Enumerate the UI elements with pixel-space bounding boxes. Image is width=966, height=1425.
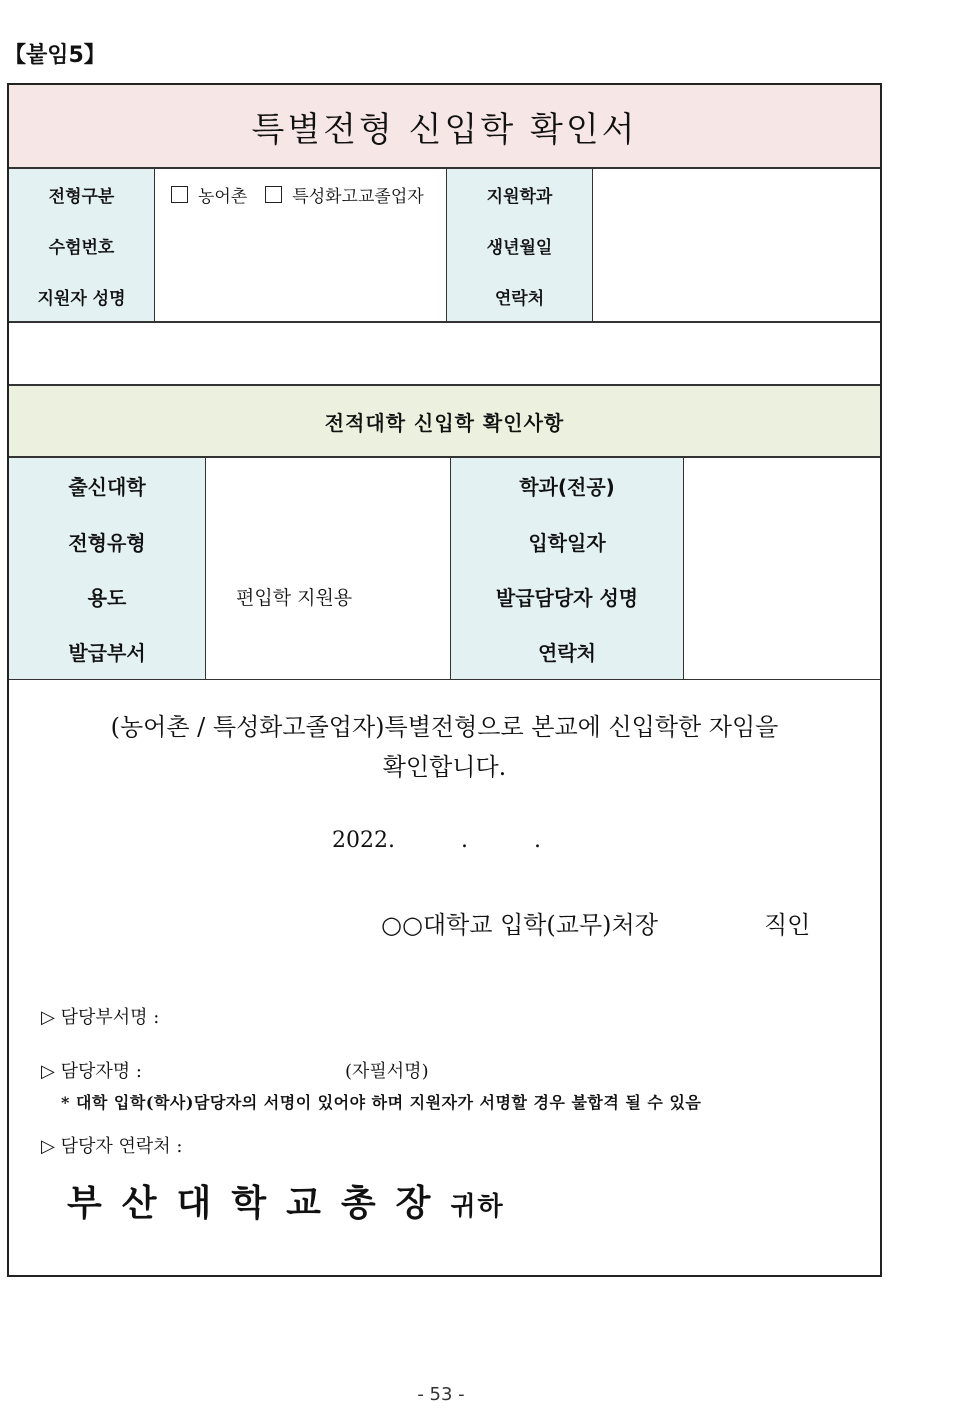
dept-field[interactable]: [593, 169, 880, 220]
staff-sign-note: (자필서명): [345, 1061, 429, 1082]
blank-row: [9, 321, 880, 386]
contact-field[interactable]: [593, 271, 880, 321]
purpose-label: 용도: [9, 569, 206, 624]
issuing-dept-label: 발급부서: [9, 624, 206, 679]
warning-note: * 대학 입학(학사)담당자의 서명이 있어야 하며 지원자가 서명할 경우 불합격 될 수 있음: [61, 1093, 702, 1112]
major-label: 학과(전공): [451, 458, 684, 513]
recipient: [67, 1175, 505, 1226]
exam-no-label: 수험번호: [9, 220, 155, 271]
option-rural: 농어촌: [198, 187, 248, 207]
recipient-suffix: 귀하: [450, 1192, 505, 1222]
entry-date-label: 입학일자: [451, 513, 684, 569]
staff-contact-label: ▷ 담당자 연락처 :: [41, 1136, 183, 1157]
checkbox-rural[interactable]: [171, 186, 188, 203]
issue-date: 2022. . .: [332, 828, 541, 853]
checkbox-vocational[interactable]: [265, 186, 282, 203]
prior-row-dept: [9, 624, 880, 680]
name-field[interactable]: [155, 271, 447, 321]
prior-contact-label: 연락처: [451, 624, 684, 679]
exam-no-field[interactable]: [155, 220, 447, 271]
prior-row-purpose: [9, 569, 880, 625]
dept-sign-label: ▷ 담당부서명 :: [41, 1007, 160, 1028]
recipient-name: 부산대학교총장: [67, 1182, 451, 1224]
form-title: 특별전형 신입학 확인서: [9, 85, 880, 169]
applicant-row-type: [9, 169, 880, 221]
univ-label: 출신대학: [9, 458, 206, 513]
birth-label: 생년월일: [447, 220, 593, 271]
applicant-row-exam: [9, 220, 880, 272]
issuer-name-label: 발급담당자 성명: [451, 569, 684, 624]
statement-line-1: (농어촌 / 특성화고졸업자)특별전형으로 본교에 신입학한 자임을: [110, 713, 779, 741]
univ-field[interactable]: [206, 458, 451, 513]
applicant-row-name: [9, 271, 880, 323]
seal-word: 직인: [764, 911, 811, 939]
signatory: ○○대학교 입학(교무)처장: [381, 911, 658, 939]
entry-date-field[interactable]: [684, 513, 880, 569]
purpose-value: 편입학 지원용: [206, 569, 451, 624]
statement: [9, 707, 880, 787]
statement-line-2: 확인합니다.: [382, 753, 507, 781]
type-label: 전형구분: [9, 169, 155, 220]
staff-sign-label: ▷ 담당자명 :: [41, 1061, 142, 1082]
page-number: - 53 -: [417, 1384, 465, 1405]
prior-row-type: [9, 513, 880, 570]
admission-type-field[interactable]: [206, 513, 451, 569]
attachment-label: 【붙임5】: [4, 43, 106, 68]
contact-label: 연락처: [447, 271, 593, 321]
prior-row-univ: [9, 458, 880, 514]
prior-contact-field[interactable]: [684, 624, 880, 679]
name-label: 지원자 성명: [9, 271, 155, 321]
issuing-dept-field[interactable]: [206, 624, 451, 679]
dept-label: 지원학과: [447, 169, 593, 220]
confirmation-form: [7, 83, 882, 1277]
major-field[interactable]: [684, 458, 880, 513]
issuer-name-field[interactable]: [684, 569, 880, 624]
section-title: 전적대학 신입학 확인사항: [9, 386, 880, 458]
type-options: [155, 169, 447, 220]
birth-field[interactable]: [593, 220, 880, 271]
admission-type-label: 전형유형: [9, 513, 206, 569]
option-vocational: 특성화고교졸업자: [292, 187, 424, 207]
